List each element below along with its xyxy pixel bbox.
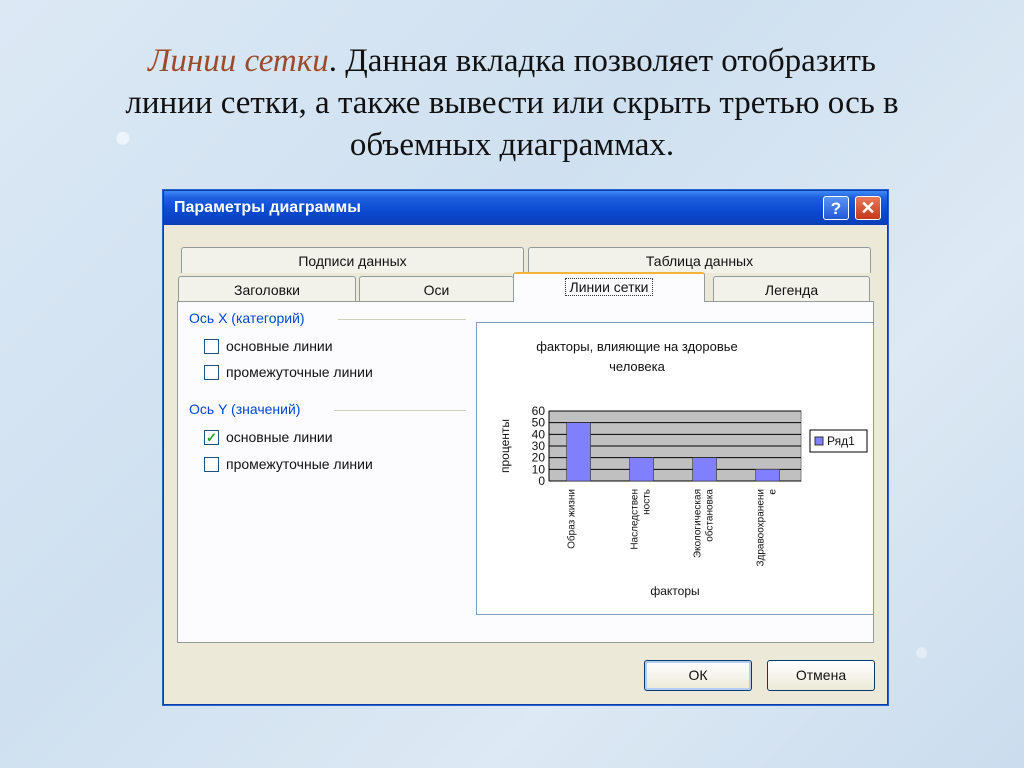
tab-data-table[interactable]: Таблица данных bbox=[528, 247, 871, 273]
ok-button[interactable]: ОК bbox=[644, 660, 752, 691]
chart-preview bbox=[476, 322, 874, 615]
y-axis-group-title: Ось Y (значений) bbox=[189, 401, 301, 417]
heading-accent: Линии сетки bbox=[148, 43, 329, 79]
tab-data-labels[interactable]: Подписи данных bbox=[181, 247, 524, 273]
y-tick-label: 50 bbox=[531, 415, 545, 430]
chart-title-line-1: факторы, влияющие на здоровье bbox=[536, 339, 738, 354]
x-tick-label: Здравоохранени bbox=[755, 489, 767, 567]
y-tick-label: 60 bbox=[531, 404, 545, 418]
x-tick-label: ность bbox=[641, 489, 653, 515]
heading-line-2: линии сетки, а также вывести или скрыть третью ось в bbox=[125, 85, 899, 121]
y-minor-gridlines-checkbox[interactable] bbox=[204, 457, 219, 472]
chart-title-line-2: человека bbox=[609, 359, 665, 374]
x-axis-group-title: Ось X (категорий) bbox=[189, 310, 305, 326]
x-tick-label: е bbox=[767, 489, 779, 495]
y-tick-label: 40 bbox=[531, 427, 545, 442]
x-tick-label: Наследствен bbox=[629, 489, 641, 550]
tab-titles[interactable]: Заголовки bbox=[178, 276, 356, 302]
bar bbox=[630, 458, 654, 481]
gridlines-panel bbox=[177, 301, 874, 643]
y-minor-gridlines-label: промежуточные линии bbox=[226, 456, 373, 472]
x-major-gridlines-label: основные линии bbox=[226, 338, 333, 354]
dialog-title: Параметры диаграммы bbox=[174, 199, 361, 216]
chart-options-dialog bbox=[163, 190, 888, 705]
tab-gridlines-label: Линии сетки bbox=[565, 278, 654, 296]
heading-line-1 bbox=[40, 40, 984, 82]
x-minor-gridlines-checkbox[interactable] bbox=[204, 365, 219, 380]
chart-svg bbox=[477, 323, 873, 614]
tab-legend[interactable]: Легенда bbox=[713, 276, 870, 302]
legend-label: Ряд1 bbox=[827, 434, 855, 448]
bar bbox=[756, 469, 780, 481]
close-icon[interactable]: ✕ bbox=[855, 196, 881, 220]
x-tick-label: Образ жизни bbox=[566, 489, 578, 549]
legend-swatch bbox=[815, 437, 823, 445]
y-tick-label: 20 bbox=[531, 450, 545, 465]
cancel-button[interactable]: Отмена bbox=[767, 660, 875, 691]
x-tick-label: обстановка bbox=[704, 489, 716, 542]
heading-line-1-rest: . Данная вкладка позволяет отобразить bbox=[328, 43, 876, 79]
heading-line-3: объемных диаграммах. bbox=[349, 127, 675, 163]
y-axis-label: проценты bbox=[498, 418, 512, 474]
slide-heading bbox=[40, 40, 984, 166]
dialog-title-bar bbox=[164, 191, 887, 225]
tab-axes[interactable]: Оси bbox=[359, 276, 514, 302]
y-tick-label: 10 bbox=[531, 462, 545, 477]
x-group-divider bbox=[338, 319, 466, 320]
y-major-gridlines-label: основные линии bbox=[226, 429, 333, 445]
y-tick-label: 30 bbox=[531, 439, 545, 453]
bar bbox=[567, 423, 591, 481]
bar bbox=[693, 458, 717, 481]
y-major-gridlines-checkbox[interactable]: ✓ bbox=[204, 430, 219, 445]
x-major-gridlines-checkbox[interactable] bbox=[204, 339, 219, 354]
x-axis-label: факторы bbox=[650, 584, 700, 598]
y-group-divider bbox=[334, 410, 466, 411]
tab-gridlines[interactable] bbox=[513, 272, 705, 302]
x-tick-label: Экологическая bbox=[692, 489, 704, 559]
help-icon[interactable]: ? bbox=[823, 196, 849, 220]
y-tick-label: 0 bbox=[538, 474, 545, 488]
x-minor-gridlines-label: промежуточные линии bbox=[226, 364, 373, 380]
